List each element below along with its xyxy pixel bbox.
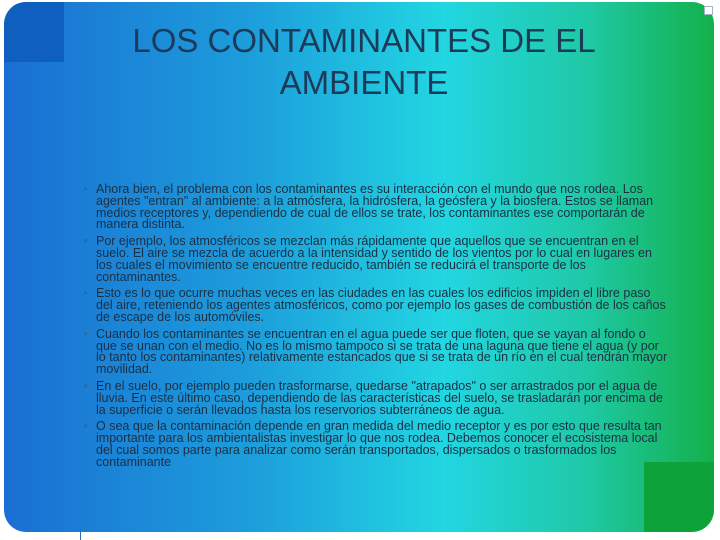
bullet-icon: ▫ xyxy=(84,184,88,195)
bullet-item xyxy=(86,288,668,323)
bullet-list xyxy=(86,184,668,474)
bullet-text: O sea que la contaminación depende en gran medida del medio receptor y es por esto que resulta tan importante para los ambientalistas investigar lo que nos rodea. Debemos conocer el ecosistema local del cual somos parte para analizar como serán transportados, dispersados o trasformados los contaminante xyxy=(96,419,662,469)
corner-square-icon xyxy=(704,6,713,15)
bullet-icon: ▫ xyxy=(84,288,88,300)
bullet-text: Por ejemplo, los atmosféricos se mezclan más rápidamente que aquellos que se encuentran en el suelo. El aire se mezcla de acuerdo a la intensidad y sentido de los vientos por lo cual en lugares en los cuales el movimiento se encuentre reducido, también se reducirá el transporte de los contaminantes. xyxy=(96,234,652,284)
bullet-text: Ahora bien, el problema con los contaminantes es su interacción con el mundo que nos rodea. Los agentes "entran" al ambiente: a la atmósfera, la hidrósfera, la geósfera y la biosfera. Estos se llaman medios receptores y, dependiendo de cual de ellos se trate, los contaminantes ese comportarán de manera distinta. xyxy=(96,182,654,232)
bullet-icon: ▫ xyxy=(84,328,88,340)
bullet-icon: ▫ xyxy=(84,421,88,433)
bullet-icon: ▫ xyxy=(84,236,88,248)
bullet-item xyxy=(86,236,668,283)
bullet-item xyxy=(86,184,668,231)
slide-title: LOS CONTAMINANTES DE EL AMBIENTE xyxy=(132,22,596,101)
bullet-item xyxy=(84,326,668,377)
bullet-item xyxy=(84,378,668,417)
bullet-item xyxy=(86,421,668,468)
slide-background xyxy=(4,2,714,532)
bullet-icon: ▫ xyxy=(84,380,88,392)
bullet-text: Cuando los contaminantes se encuentran en el agua puede ser que floten, que se vayan al fondo o que se unan con el medio. No es lo mismo tampoco si se trata de una laguna que tiene el agua (y por lo tanto los contaminantes) relativamente estancados que si se trata de un río en el cual tendrán mayor movilidad. xyxy=(96,326,668,377)
slide-corner-decoration xyxy=(4,2,64,62)
bullet-text: En el suelo, por ejemplo pueden trasformarse, quedarse "atrapados" o ser arrastrados por el agua de lluvia. En este último caso, dependiendo de las características del suelo, se trasladarán por encima de la superficie o serán llevados hasta los reservorios subterráneos de agua. xyxy=(96,378,663,417)
slide-edge-tick xyxy=(80,529,81,540)
bullet-text: Esto es lo que ocurre muchas veces en las ciudades en las cuales los edificios impiden el libre paso del aire, reteniendo los agentes atmosféricos, como por ejemplo los gases de combustión de los caños de escape de los automóviles. xyxy=(96,286,666,324)
